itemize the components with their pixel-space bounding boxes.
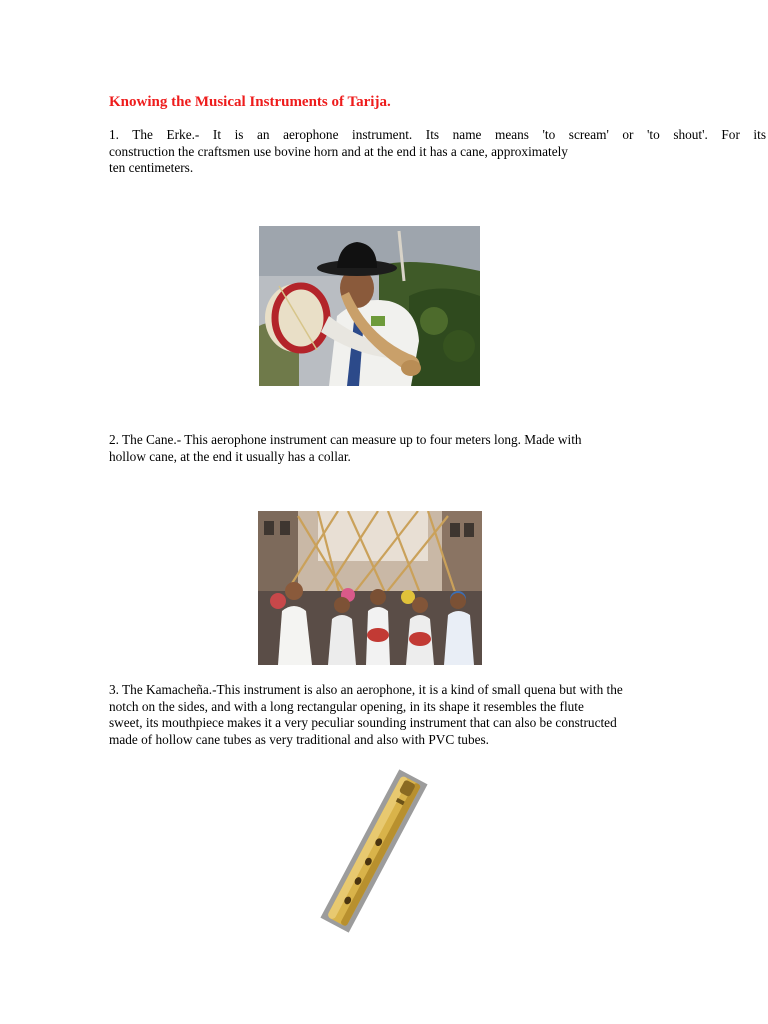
text-line: 2. The Cane.- This aerophone instrument can measure up to four meters long. Made with — [109, 432, 582, 447]
text-line: made of hollow cane tubes as very traditional and also with PVC tubes. — [109, 731, 489, 747]
section-kamachena-text — [109, 682, 623, 748]
street-parade-canes-photo-icon — [258, 511, 482, 665]
musician-playing-erke-photo-icon — [259, 226, 480, 386]
text-line: ten centimeters. — [109, 160, 194, 175]
text-line: hollow cane, at the end it usually has a collar. — [109, 448, 351, 464]
kamachena-flute-photo — [312, 766, 436, 936]
erke-musician-photo — [259, 226, 480, 386]
text-line: 1. The Erke.- It is an aerophone instrument. Its name means 'to scream' or 'to shout'. For its — [109, 127, 766, 142]
cane-parade-photo — [258, 511, 482, 665]
text-line: notch on the sides, and with a long rectangular opening, in its shape it resembles the flute — [109, 698, 584, 714]
text-line: 3. The Kamacheña.-This instrument is also an aerophone, it is a kind of small quena but with the — [109, 682, 623, 697]
section-cane-text — [109, 432, 582, 465]
section-erke-text — [109, 127, 766, 177]
page-title: Knowing the Musical Instruments of Tarija. — [109, 94, 391, 110]
kamachena-flute-photo-icon — [312, 766, 436, 936]
text-line: sweet, its mouthpiece makes it a very peculiar sounding instrument that can also be constructed — [109, 715, 617, 730]
text-line: construction the craftsmen use bovine horn and at the end it has a cane, approximately — [109, 143, 568, 159]
